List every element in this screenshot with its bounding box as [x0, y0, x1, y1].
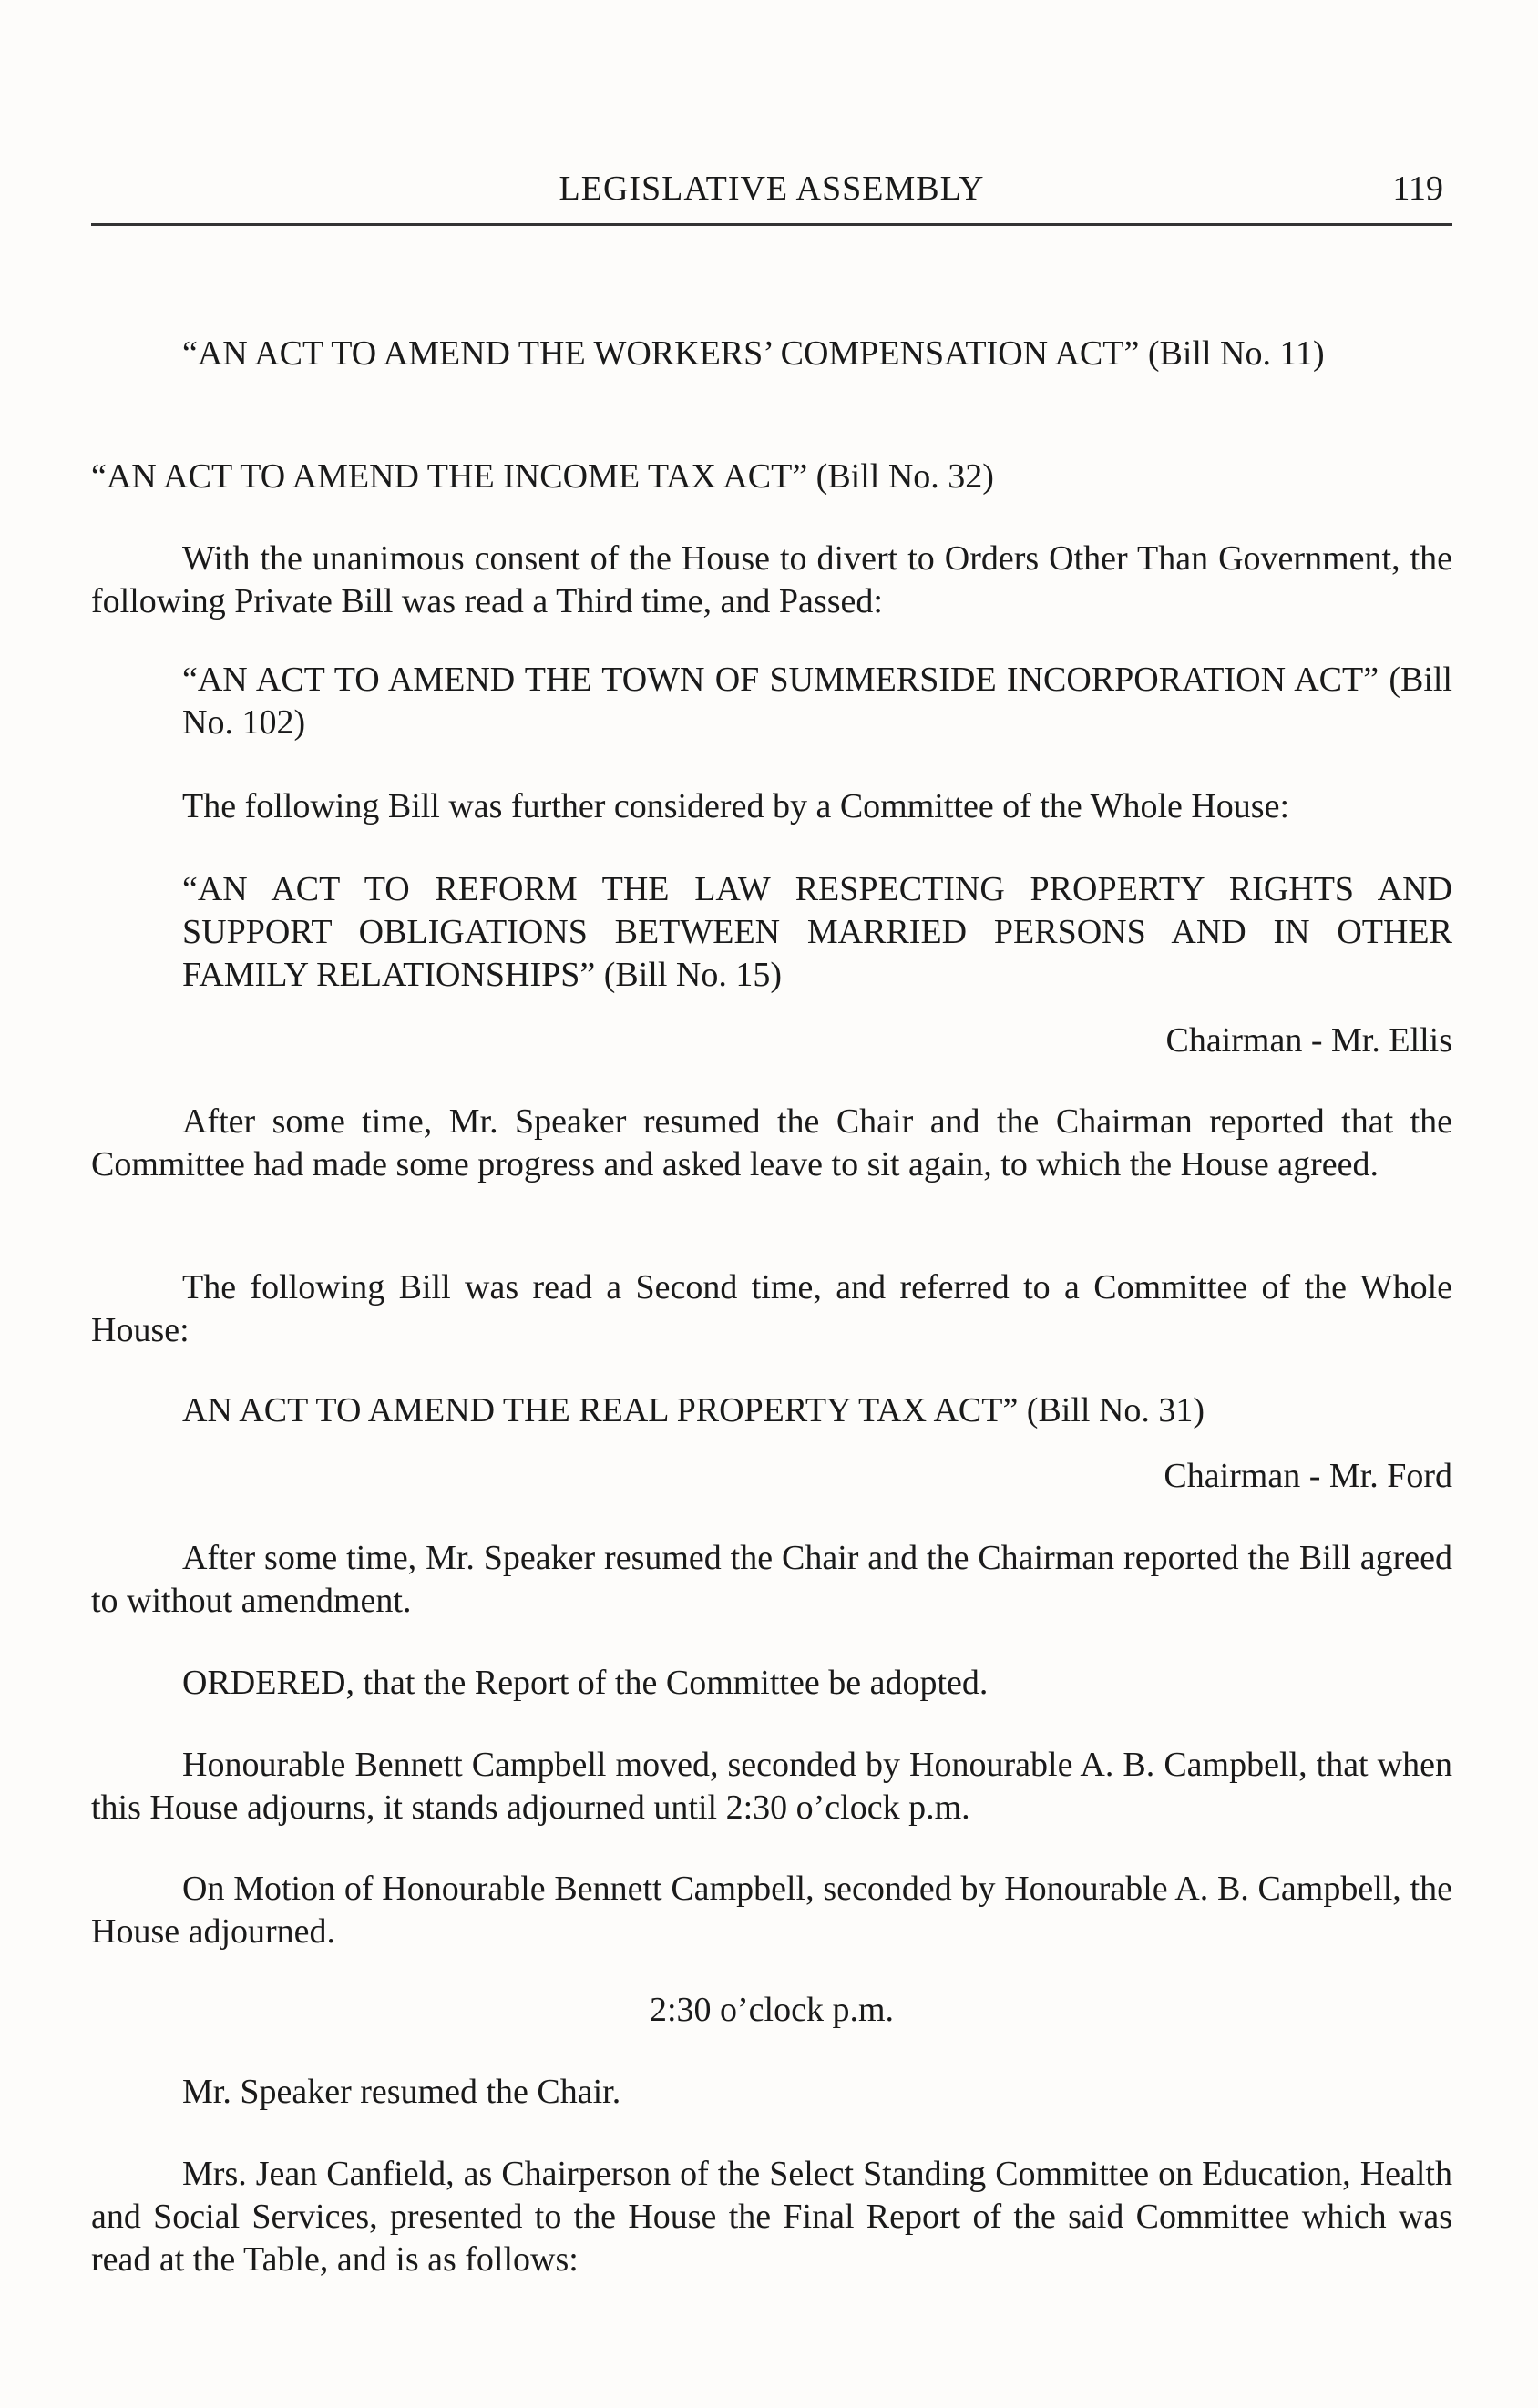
paragraph-adjourn-motion: Honourable Bennett Campbell moved, seconded by Honourable A. B. Campbell, that when this House adjourns, it stands adjourned until 2:30 o’clock p.m. [91, 1746, 1452, 1827]
paragraph-ordered: ORDERED, that the Report of the Committee be adopted. [182, 1664, 989, 1702]
chairman-ellis: Chairman - Mr. Ellis [1165, 1021, 1452, 1060]
paragraph-final-report: Mrs. Jean Canfield, as Chairperson of the Select Standing Committee on Education, Health and Social Services, presented to the House the Final Report of the said Committee which was read at the Table, and is as follows: [91, 2155, 1452, 2279]
header-title: LEGISLATIVE ASSEMBLY [559, 169, 985, 208]
bill-property-rights: “AN ACT TO REFORM THE LAW RESPECTING PROPERTY RIGHTS AND SUPPORT OBLIGATIONS BETWEEN MARRIED PERSONS AND IN OTHER FAMILY RELATIONSHIPS” (Bill No. 15) [182, 870, 1452, 994]
paragraph-speaker-resumed: Mr. Speaker resumed the Chair. [182, 2073, 621, 2111]
bill-summerside: “AN ACT TO AMEND THE TOWN OF SUMMERSIDE INCORPORATION ACT” (Bill No. 102) [182, 661, 1452, 742]
page-number: 119 [1392, 169, 1443, 208]
bill-income-tax: “AN ACT TO AMEND THE INCOME TAX ACT” (Bill No. 32) [91, 457, 994, 496]
paragraph-adjourned: On Motion of Honourable Bennett Campbell, seconded by Honourable A. B. Campbell, the House adjourned. [91, 1870, 1452, 1951]
page-header [91, 169, 1452, 226]
chairman-ford: Chairman - Mr. Ford [1164, 1457, 1452, 1495]
paragraph-committee-whole: The following Bill was further considered by a Committee of the Whole House: [182, 787, 1290, 825]
paragraph-private-bill: With the unanimous consent of the House to divert to Orders Other Than Government, the following Private Bill was read a Third time, and Passed: [91, 539, 1452, 620]
paragraph-progress: After some time, Mr. Speaker resumed the Chair and the Chairman reported that the Committee had made some progress and asked leave to sit again, to which the House agreed. [91, 1102, 1452, 1184]
time-heading: 2:30 o’clock p.m. [649, 1991, 895, 2029]
bill-real-property-tax: AN ACT TO AMEND THE REAL PROPERTY TAX ACT” (Bill No. 31) [182, 1391, 1205, 1429]
paragraph-agreed: After some time, Mr. Speaker resumed the Chair and the Chairman reported the Bill agreed to without amendment. [91, 1539, 1452, 1620]
paragraph-second-reading: The following Bill was read a Second time, and referred to a Committee of the Whole House: [91, 1268, 1452, 1349]
bill-workers-compensation: “AN ACT TO AMEND THE WORKERS’ COMPENSATION ACT” (Bill No. 11) [182, 334, 1325, 373]
